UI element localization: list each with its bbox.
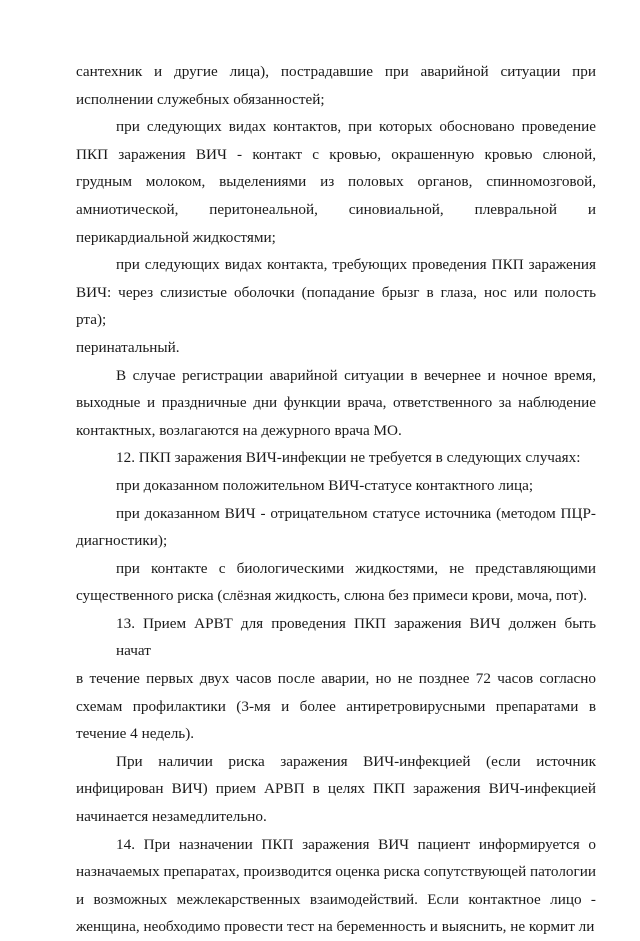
paragraph-p7 bbox=[76, 500, 596, 555]
paragraph-p6 bbox=[76, 472, 596, 500]
text-line: начинается незамедлительно. bbox=[76, 808, 267, 826]
text-line: перинатальный. bbox=[76, 338, 180, 356]
document-page bbox=[76, 58, 596, 941]
paragraph-p3 bbox=[76, 251, 596, 361]
text-line: грудным молоком, выделениями из половых органов, спинномозговой, bbox=[76, 173, 596, 191]
text-line: при контакте с биологическими жидкостями, не представляющими bbox=[116, 559, 596, 577]
text-line: При наличии риска заражения ВИЧ-инфекцией (если источник bbox=[116, 752, 596, 770]
paragraph-p2 bbox=[76, 113, 596, 251]
text-line: выходные и праздничные дни функции врача, ответственного за наблюдение bbox=[76, 394, 596, 412]
text-line: и возможных межлекарственных взаимодействий. Если контактное лицо - bbox=[76, 890, 596, 908]
text-line: 14. При назначении ПКП заражения ВИЧ пациент информируется о bbox=[116, 835, 596, 853]
text-line: 13. Прием АРВТ для проведения ПКП заражения ВИЧ должен быть начат bbox=[116, 614, 596, 660]
text-line: в течение первых двух часов после аварии, но не позднее 72 часов согласно bbox=[76, 670, 596, 688]
text-line: ВИЧ: через слизистые оболочки (попадание брызг в глаза, нос или полость рта); bbox=[76, 283, 596, 329]
text-line: 12. ПКП заражения ВИЧ-инфекции не требуется в следующих случаях: bbox=[116, 449, 581, 467]
text-line: исполнении служебных обязанностей; bbox=[76, 90, 325, 108]
paragraph-p11 bbox=[76, 831, 596, 941]
paragraph-p5 bbox=[76, 444, 596, 472]
text-line: сантехник и другие лица), пострадавшие при аварийной ситуации при bbox=[76, 63, 596, 80]
text-line: существенного риска (слёзная жидкость, слюна без примеси крови, моча, пот). bbox=[76, 587, 588, 605]
paragraph-p9 bbox=[76, 610, 596, 748]
text-line: при доказанном ВИЧ - отрицательном статусе источника (методом ПЦР- bbox=[116, 504, 596, 522]
text-line: при следующих видах контакта, требующих проведения ПКП заражения bbox=[116, 256, 596, 274]
paragraph-p10 bbox=[76, 748, 596, 831]
text-line: течение 4 недель). bbox=[76, 725, 195, 743]
text-line: при следующих видах контактов, при которых обосновано проведение bbox=[116, 118, 596, 136]
text-line: контактных, возлагаются на дежурного врача МО. bbox=[76, 421, 402, 439]
text-line: перикардиальной жидкостями; bbox=[76, 228, 276, 246]
text-line: ПКП заражения ВИЧ - контакт с кровью, окрашенную кровью слюной, bbox=[76, 145, 596, 163]
text-line: инфицирован ВИЧ) прием АРВП в целях ПКП заражения ВИЧ-инфекцией bbox=[76, 780, 596, 798]
text-line: схемам профилактики (3-мя и более антиретровирусными препаратами в bbox=[76, 697, 596, 715]
text-line: диагностики); bbox=[76, 532, 168, 550]
text-line: при доказанном положительном ВИЧ-статусе контактного лица; bbox=[116, 476, 534, 494]
text-line: В случае регистрации аварийной ситуации в вечернее и ночное время, bbox=[116, 366, 596, 384]
text-line: женщина, необходимо провести тест на беременность и выяснить, не кормит ли bbox=[76, 918, 595, 936]
paragraph-p4 bbox=[76, 362, 596, 445]
text-line: амниотической, перитонеальной, синовиальной, плевральной и bbox=[76, 200, 596, 218]
text-line: назначаемых препаратах, производится оценка риска сопутствующей патологии bbox=[76, 863, 596, 881]
paragraph-p8 bbox=[76, 555, 596, 610]
paragraph-p1 bbox=[76, 58, 596, 113]
